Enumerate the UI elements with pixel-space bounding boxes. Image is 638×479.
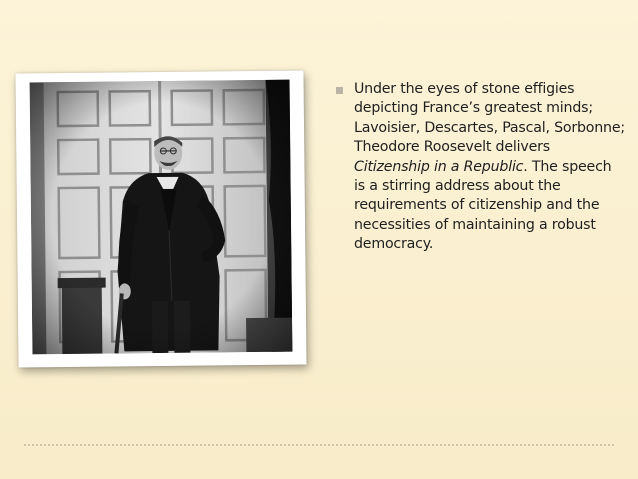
bottom-divider <box>24 444 614 446</box>
bullet-text-after: . The speech is a stirring address about the requirements of citizenship and the necessities of maintaining a robust democracy. <box>354 158 612 253</box>
photo-frame <box>15 71 306 368</box>
roosevelt-photo <box>30 80 293 355</box>
speech-title: Citizenship in a Republic <box>354 158 524 175</box>
bullet-text-before: Under the eyes of stone effigies depicting France’s greatest minds; Lavoisier, Descartes, Pascal, Sorbonne; Theodore Roosevelt delivers <box>354 81 625 156</box>
bullet-text <box>354 80 626 255</box>
bullet-square-icon <box>336 87 343 94</box>
